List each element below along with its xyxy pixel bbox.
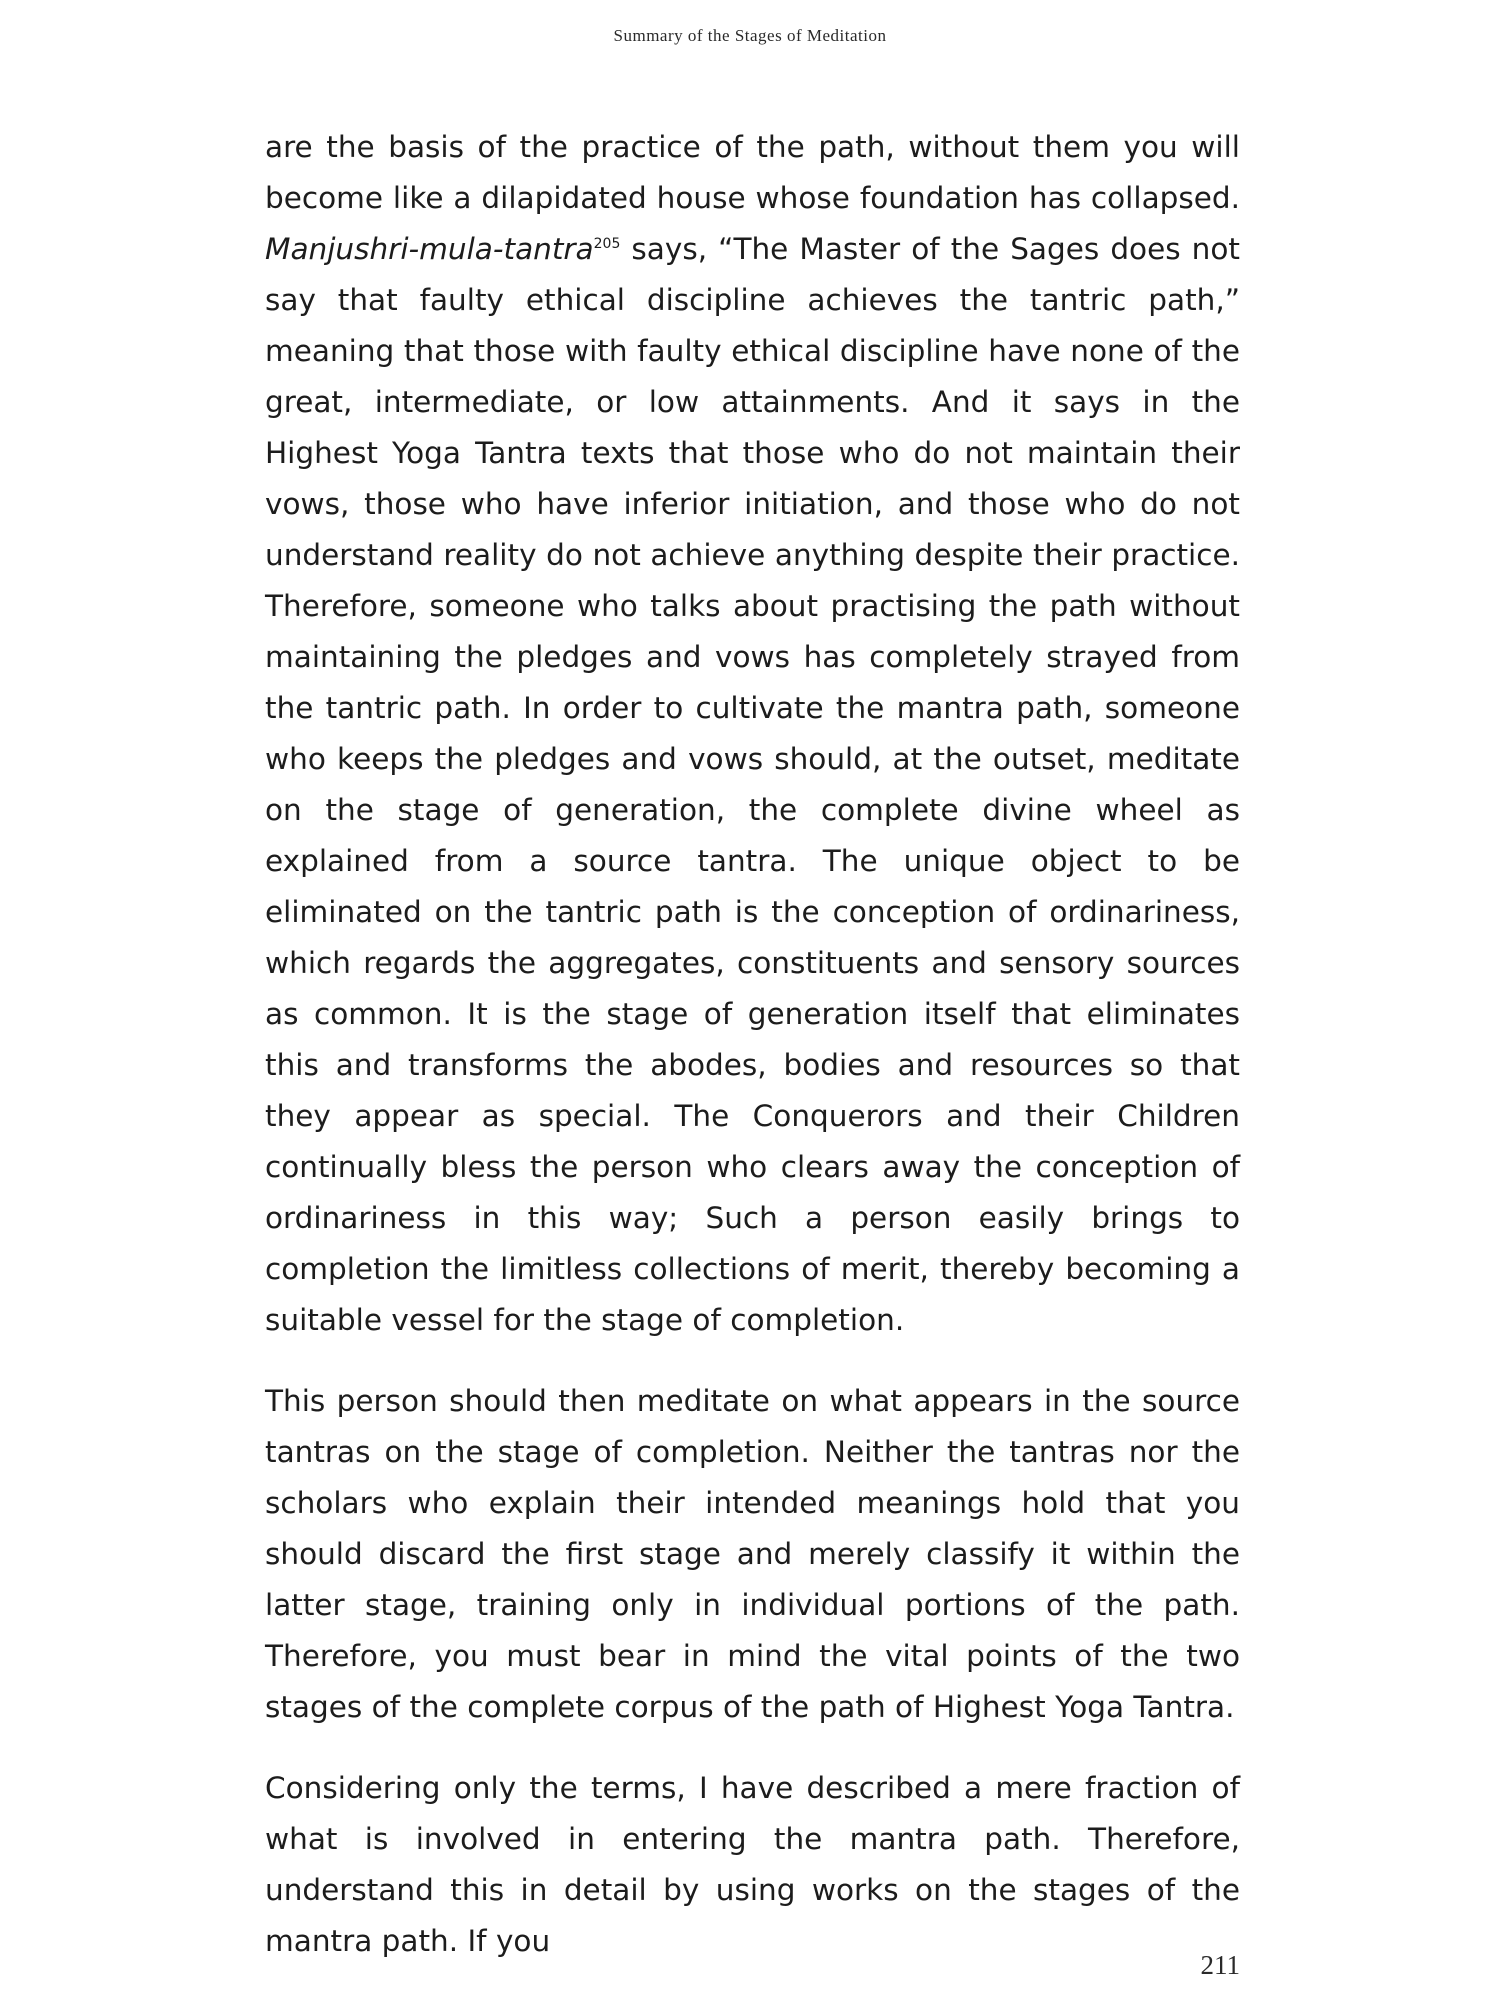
paragraph-2: This person should then meditate on what appears in the source tantras on the stage of completion. Neither the tantras nor the scholars who explain their intended meanings hold that you should discard the first stage and merely classify it within the latter stage, training only in individual portions of the path. Therefore, you must bear in mind the vital points of the two stages of the complete corpus of the path of Highest Yoga Tantra. (265, 1384, 1240, 1724)
body-text (265, 122, 1240, 1967)
running-head: Summary of the Stages of Meditation (613, 26, 887, 45)
footnote-marker: 205 (593, 236, 621, 253)
paragraph-1-start: are the basis of the practice of the path, without them you will become like a dilapidated house whose foundation has collapsed. (265, 130, 1240, 215)
paragraph-3: Considering only the terms, I have described a mere fraction of what is involved in entering the mantra path. Therefore, understand this in detail by using works on the stages of the mantra path. If you (265, 1771, 1240, 1958)
cited-title: Manjushri-mula-tantra (265, 232, 594, 266)
page-number: 211 (1200, 1950, 1240, 1980)
paragraph-1-rest: says, “The Master of the Sages does not say that faulty ethical discipline achieves the tantric path,” meaning that those with faulty ethical discipline have none of the great, intermediate, or low attainments. And it says in the Highest Yoga Tantra texts that those who do not maintain their vows, those who have inferior initiation, and those who do not understand reality do not achieve anything despite their practice. Therefore, someone who talks about practising the path without maintaining the pledges and vows has completely strayed from the tantric path. In order to cultivate the mantra path, someone who keeps the pledges and vows should, at the outset, meditate on the stage of generation, the complete divine wheel as explained from a source tantra. The unique object to be eliminated on the tantric path is the conception of ordinariness, which regards the aggregates, constituents and sensory sources as common. It is the stage of generation itself that eliminates this and transforms the abodes, bodies and resources so that they appear as special. The Conquerors and their Children continually bless the person who clears away the conception of ordinariness in this way; Such a person easily brings to completion the limitless collections of merit, thereby becoming a suitable vessel for the stage of completion. (265, 232, 1240, 1337)
paragraph-1 (265, 122, 1240, 1346)
